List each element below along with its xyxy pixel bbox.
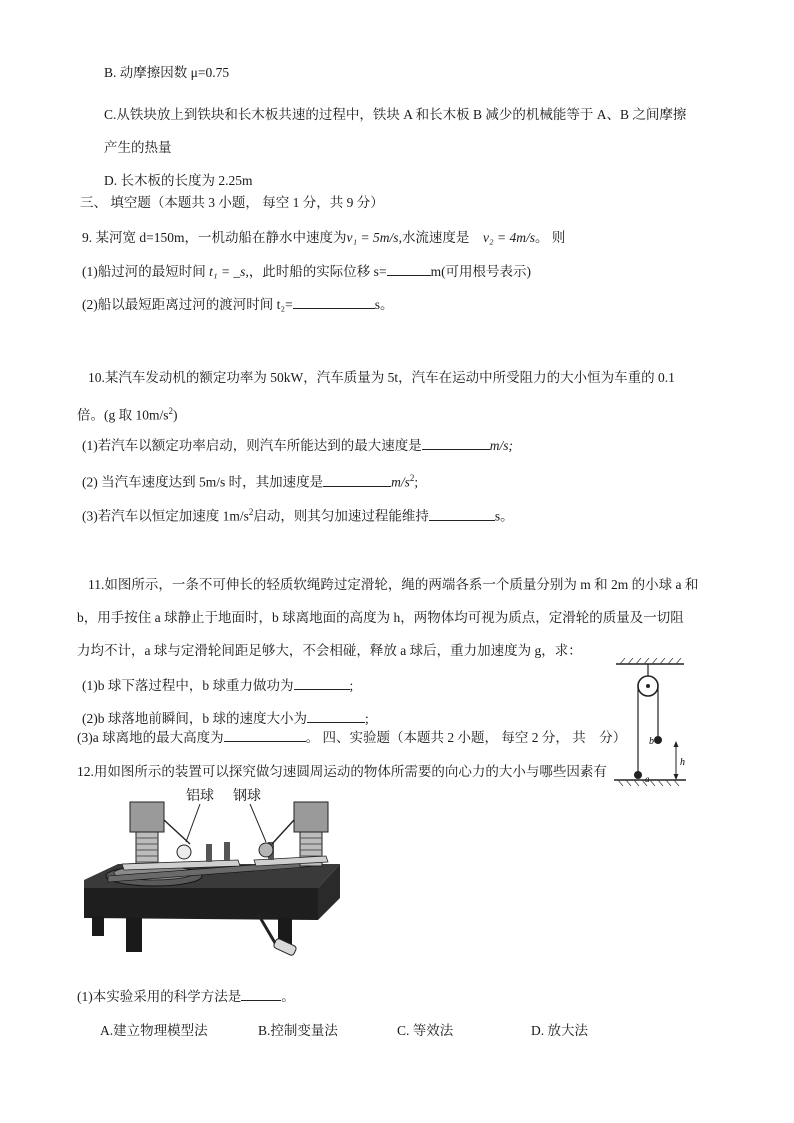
option-d: D. 长木板的长度为 2.25m [104,173,253,188]
q10-part1 [82,436,513,455]
q11-part1 [82,676,353,695]
q10-stem2-a: 倍。(g 取 10m/s [77,407,169,423]
q10-stem2: 倍。(g 取 $10m/s^2$) [77,406,178,423]
q11-part2 [82,709,369,728]
q11-p3-b: 。 四、实验题（本题共 2 小题， 每空 2 分， 共 [305,730,590,745]
q10-part2: (2) 当汽车速度达到 5m/s 时，其加速度是 $m/s^2$; [82,473,419,490]
q12-option-a[interactable]: A.建立物理模型法 [100,1023,208,1038]
q10-stem2-b: ) [173,407,178,423]
q11-blank-height[interactable] [224,728,306,742]
q10-blank-time[interactable] [429,507,495,521]
q9-v2: v₂ = 4m/s [482,230,535,245]
label-b: b [649,736,654,747]
q10-blank-accel[interactable] [323,473,391,487]
pulley-axle [646,684,650,688]
pointer-steel [250,804,266,842]
q9-p1-a: (1)船过河的最短时间 [82,264,206,279]
label-a: a [645,774,650,784]
label-steel-ball: 钢球 [233,789,261,804]
q12-option-c[interactable]: C. 等效法 [397,1023,454,1038]
label-aluminum-ball: 铝球 [186,789,214,804]
q10-stem1: 10.某汽车发动机的额定功率为 50kW，汽车质量为 5t，汽车在运动中所受阻力的大小恒为车重的 0.1 [88,370,675,385]
q9-stem-a: 9. 某河宽 d=150m，一机动船在静水中速度为 [82,230,347,245]
floor-hatch [614,780,686,786]
q10-part3: (3)若汽车以恒定加速度 $1m/s^2$启动，则其匀加速过程能维持 s。 [82,507,514,524]
q9-stem-b: ,水流速度是 [398,230,470,245]
label-h: h [680,757,685,768]
steel-ball [259,843,273,857]
q11-stem3: 力均不计，a 球与定滑轮间距足够大，不会相碰，释放 a 球后，重力加速度为 g，求： [77,643,582,658]
height-arrow [674,741,679,780]
option-c-line2: 产生的热量 [104,140,172,155]
q10-p2-a: (2) 当汽车速度达到 5m/s 时，其加速度是 [82,474,324,490]
q12-option-b[interactable]: B.控制变量法 [258,1023,338,1038]
ball-a [634,771,642,779]
aluminum-ball [177,845,191,859]
option-b: B. 动摩擦因数 μ=0.75 [104,65,230,80]
q9-p1-c: m(可用根号表示) [430,264,532,279]
ceiling-hatch [616,658,684,664]
q10-p1-a: (1)若汽车以额定功率启动，则汽车所能达到的最大速度是 [82,438,422,453]
q11-p1-a: (1)b 球下落过程中，b 球重力做功为 [82,678,294,693]
q10-p3-b: 启动，则其匀加速过程能维持 [253,508,429,524]
q9-v1: v₁ = 5m/s [346,230,399,245]
q12-blank-method[interactable] [241,987,281,1001]
q9-stem-c: 。 则 [535,230,566,245]
q11-blank-work[interactable] [294,676,350,690]
q12-p1-a: (1)本实验采用的科学方法是 [77,989,242,1004]
q11-p2-a: (2)b 球落地前瞬间，b 球的速度大小为 [82,711,307,726]
q11-p3-a: (3)a 球离地的最大高度为 [77,730,224,745]
q10-p3-a: (3)若汽车以恒定加速度 1m/s [82,508,249,524]
q9-p1-b: ,，此时船的实际位移 s= [245,264,387,279]
q11-p1-b: ; [349,678,354,693]
q9-part1 [82,262,531,281]
q9-t1: t₁ = _s [209,264,246,279]
q9-p2-a: (2)船以最短距离过河的渡河时间 t₂= [82,297,293,312]
q10-p3-c: s。 [494,508,514,524]
ball-b [654,736,662,744]
q9-blank-t2[interactable] [293,295,375,309]
q11-p3-c: 分） [599,730,627,745]
left-sleeve-column [130,802,164,868]
q11-stem2: b，用手按住 a 球静止于地面时，b 球离地面的高度为 h，两物体均可视为质点，定滑轮的质量及一切阻 [77,610,684,625]
pointer-aluminum [186,804,200,842]
q12-option-d[interactable]: D. 放大法 [531,1023,588,1038]
q11-stem1: 11.如图所示，一条不可伸长的轻质软绳跨过定滑轮，绳的两端各系一个质量分别为 m 和 2m 的小球 a 和 [88,577,699,592]
pulley-figure [612,658,704,788]
q9-blank-s[interactable] [387,262,431,276]
q9-stem [82,229,565,247]
q10-p2-b: m/s [391,474,410,490]
q12-stem: 12.用如图所示的装置可以探究做匀速圆周运动的物体所需要的向心力的大小与哪些因素有 [77,764,607,779]
q12-p1-b: 。 [281,989,295,1004]
q10-p1-b: m/s; [489,438,513,453]
q11-part3 [77,728,626,747]
q11-p2-b: ; [365,711,369,726]
q10-p2-c: ; [414,474,419,490]
section-3-title: 三、 填空题（本题共 3 小题， 每空 1 分，共 9 分） [80,195,384,210]
q11-blank-speed[interactable] [307,709,365,723]
q9-p2-b: s。 [374,297,394,312]
q9-part2 [82,295,393,314]
q10-blank-vmax[interactable] [422,436,490,450]
centripetal-apparatus-figure [78,780,348,970]
option-c-line1: C.从铁块放上到铁块和长木板共速的过程中，铁块 A 和长木板 B 减少的机械能等于 A、B 之间摩擦 [104,107,687,122]
q12-part1 [77,987,295,1006]
